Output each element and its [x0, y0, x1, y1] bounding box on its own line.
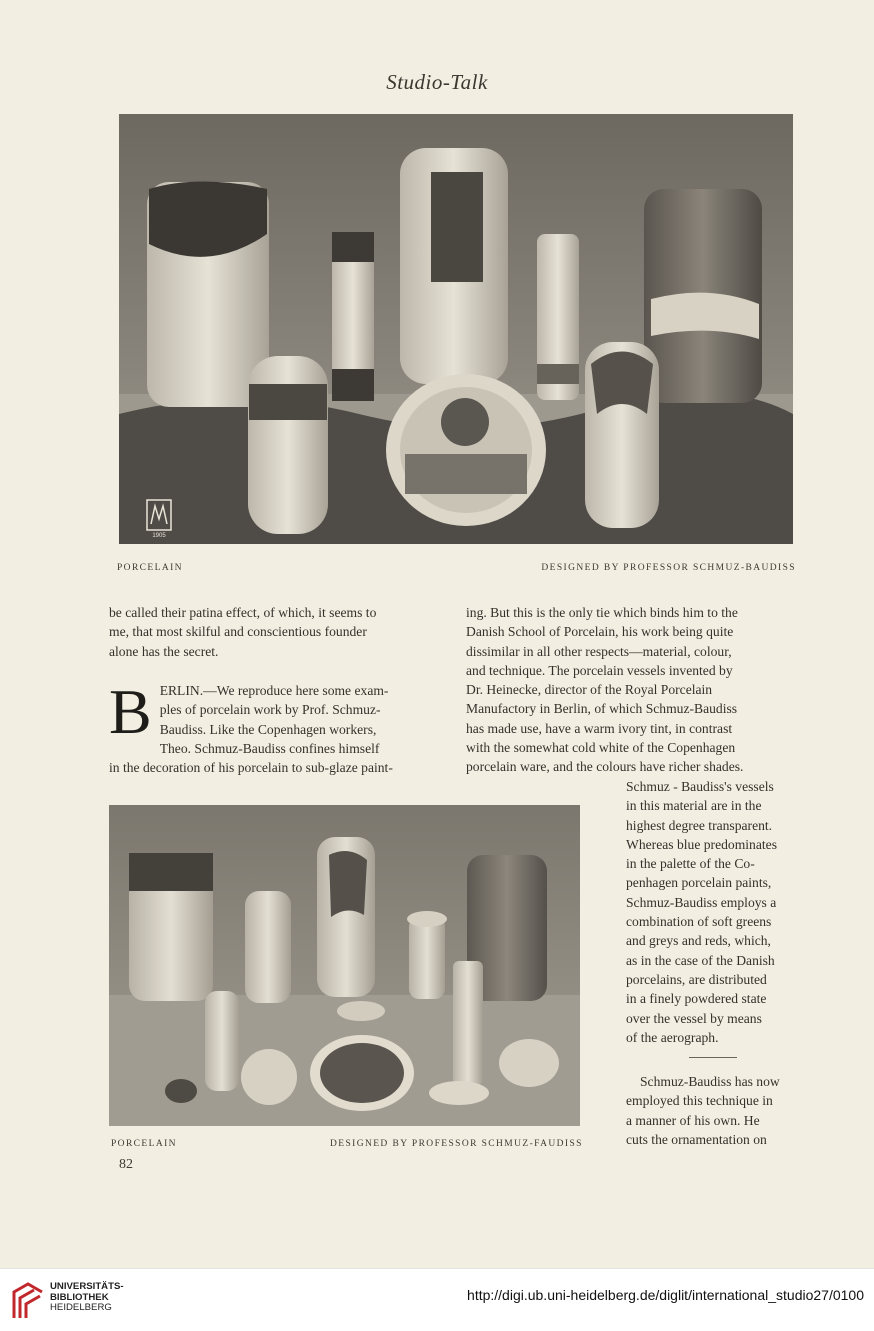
text-line: in the palette of the Co- — [626, 856, 755, 872]
porcelain-photo-1 — [119, 114, 793, 544]
permalink-url[interactable]: http://digi.ub.uni-heidelberg.de/diglit/international_studio27/0100 — [467, 1287, 864, 1303]
text-line: Schmuz - Baudiss's vessels — [626, 779, 774, 794]
photo-monogram-year: 1905 — [152, 533, 166, 539]
text-line: penhagen porcelain paints, — [626, 875, 772, 891]
text-line: and technique. The porcelain vessels invented by — [466, 662, 733, 678]
dropcap-letter: B — [109, 676, 152, 747]
text-line: a manner of his own. He — [626, 1112, 760, 1128]
text-line: over the vessel by means — [626, 1010, 762, 1026]
text-line: employed this technique in — [626, 1093, 773, 1109]
text-line: cuts the ornamentation on — [626, 1131, 767, 1147]
text-line: has made use, have a warm ivory tint, in contrast — [466, 720, 733, 736]
porcelain-photo-2-graphic — [109, 805, 580, 1126]
page-number: 82 — [119, 1157, 133, 1172]
text-column-narrow — [626, 777, 805, 1047]
berlin-paragraph — [109, 676, 446, 777]
institution-line: BIBLIOTHEK — [50, 1291, 109, 1303]
text-line: Baudiss. Like the Copenhagen workers, — [159, 721, 377, 737]
text-line: porcelains, are distributed — [626, 971, 767, 987]
text-line: of the aerograph. — [626, 1029, 719, 1045]
text-line: dissimilar in all other respects—material, colour, — [466, 643, 732, 659]
text-column-narrow-2 — [626, 1072, 805, 1149]
text-line: in the decoration of his porcelain to sub-glaze paint- — [109, 760, 393, 776]
text-line: be called their patina effect, of which, it seems to — [109, 605, 377, 620]
text-line: alone has the secret. — [109, 643, 219, 659]
text-column-left — [109, 603, 446, 661]
section-divider — [689, 1057, 737, 1058]
running-head: Studio-Talk — [386, 70, 488, 94]
text-line: with the somewhat cold white of the Copenhagen — [466, 740, 736, 756]
text-line: as in the case of the Danish — [626, 952, 775, 968]
institution-line: UNIVERSITÄTS- — [50, 1281, 124, 1292]
text-line: Schmuz-Baudiss employs a — [626, 894, 777, 910]
text-line: ERLIN.—We reproduce here some exam- — [159, 683, 389, 698]
text-line: in a finely powdered state — [626, 991, 767, 1007]
institution-name — [50, 1282, 124, 1314]
porcelain-photo-1-graphic — [119, 114, 793, 544]
text-column-right — [466, 603, 805, 777]
text-line: Dr. Heinecke, director of the Royal Porcelain — [466, 682, 713, 698]
figure-2-caption-left: PORCELAIN — [111, 1139, 177, 1149]
institution-line: HEIDELBERG — [50, 1302, 112, 1313]
figure-1-caption-left: PORCELAIN — [117, 563, 183, 573]
text-line: me, that most skilful and conscientious founder — [109, 624, 367, 640]
text-line: combination of soft greens — [626, 914, 772, 930]
text-line: Schmuz-Baudiss has now — [640, 1074, 780, 1089]
porcelain-photo-2 — [109, 805, 580, 1126]
viewer-footer — [0, 1268, 874, 1331]
figure-2-caption-right: DESIGNED BY PROFESSOR SCHMUZ-FAUDISS — [330, 1139, 583, 1149]
text-line: porcelain ware, and the colours have richer shades. — [466, 759, 744, 775]
text-line: ing. But this is the only tie which binds him to the — [466, 605, 738, 620]
figure-1-caption-right: DESIGNED BY PROFESSOR SCHMUZ-BAUDISS — [541, 563, 796, 573]
university-library-logo-icon — [10, 1280, 46, 1322]
text-line: Danish School of Porcelain, his work being quite — [466, 624, 734, 640]
text-line: Theo. Schmuz-Baudiss confines himself — [159, 740, 380, 756]
text-line: highest degree transparent. — [626, 817, 773, 833]
text-line: ples of porcelain work by Prof. Schmuz- — [159, 702, 381, 718]
text-line: and greys and reds, which, — [626, 933, 771, 949]
text-line: Manufactory in Berlin, of which Schmuz-Baudiss — [466, 701, 738, 717]
text-line: in this material are in the — [626, 798, 762, 814]
text-line: Whereas blue predominates — [626, 836, 777, 852]
